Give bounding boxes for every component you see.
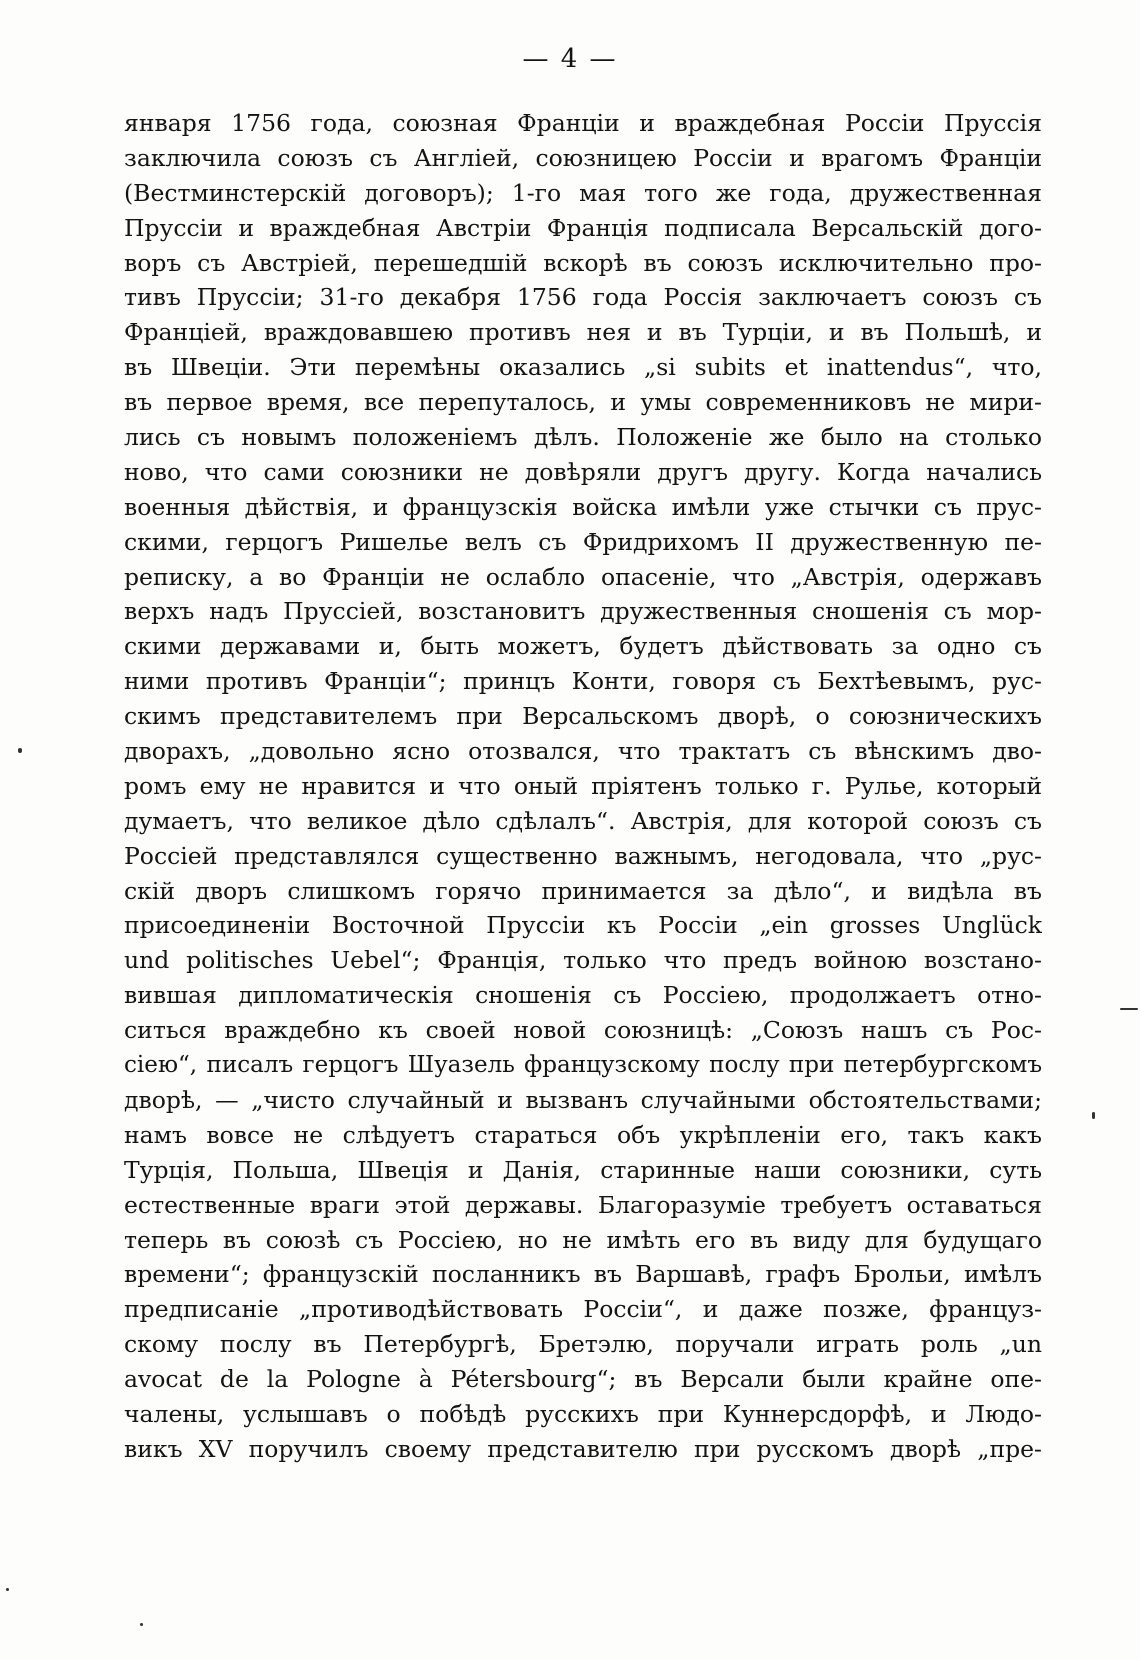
text-line: дворахъ, „довольно ясно отозвался, что трактатъ съ вѣнскимъ дво- bbox=[124, 737, 1042, 766]
scan-speck bbox=[1092, 1112, 1095, 1119]
text-line: (Вестминстерскій договоръ); 1-го мая того же года, дружественная bbox=[124, 178, 1042, 207]
scan-speck bbox=[140, 1623, 143, 1626]
text-line: ново, что сами союзники не довѣряли другъ другу. Когда начались bbox=[124, 457, 1042, 486]
text-line: ними противъ Франціи“; принцъ Конти, говоря съ Бехтѣевымъ, рус- bbox=[124, 667, 1042, 696]
text-line: лись съ новымъ положеніемъ дѣлъ. Положеніе же было на столько bbox=[124, 423, 1042, 452]
text-line: und politisches Uebel“; Франція, только что предъ войною возстано- bbox=[124, 946, 1042, 975]
text-line: верхъ надъ Пруссіей, возстановитъ дружественныя сношенія съ мор- bbox=[124, 597, 1042, 626]
text-line: вившая дипломатическія сношенія съ Россіею, продолжаетъ отно- bbox=[124, 981, 1042, 1010]
text-line: чалены, услышавъ о побѣдѣ русскихъ при Куннерсдорфѣ, и Людо- bbox=[124, 1399, 1042, 1428]
text-line: военныя дѣйствія, и французскія войска имѣли уже стычки съ прус- bbox=[124, 492, 1042, 521]
text-line: скому послу въ Петербургѣ, Бретэлю, поручали играть роль „un bbox=[124, 1330, 1042, 1359]
text-line: Пруссіи и враждебная Австріи Франція подписала Версальскій дого- bbox=[124, 213, 1042, 242]
scan-speck bbox=[1120, 1008, 1138, 1010]
text-line: думаетъ, что великое дѣло сдѣлалъ“. Австрія, для которой союзъ съ bbox=[124, 806, 1042, 835]
text-line: намъ вовсе не слѣдуетъ стараться объ укрѣпленіи его, такъ какъ bbox=[124, 1120, 1042, 1149]
text-line: теперь въ союзѣ съ Россіею, но не имѣть его въ виду для будущаго bbox=[124, 1225, 1042, 1254]
text-line: Франціей, враждовавшею противъ нея и въ Турціи, и въ Польшѣ, и bbox=[124, 318, 1042, 347]
text-line: тивъ Пруссіи; 31-го декабря 1756 года Россія заключаетъ союзъ съ bbox=[124, 283, 1042, 312]
text-line: avocat de la Pologne à Pétersbourg“; въ Версали были крайне опе- bbox=[124, 1365, 1042, 1394]
text-line: ситься враждебно къ своей новой союзницѣ: „Союзъ нашъ съ Рос- bbox=[124, 1016, 1042, 1045]
text-line: викъ XV поручилъ своему представителю при русскомъ дворѣ „пре- bbox=[124, 1434, 1042, 1463]
text-line: воръ съ Австріей, перешедшій вскорѣ въ союзъ исключительно про- bbox=[124, 248, 1042, 277]
text-line: скимъ представителемъ при Версальскомъ дворѣ, о союзническихъ bbox=[124, 702, 1042, 731]
text-line: скими, герцогъ Ришелье велъ съ Фридрихомъ II дружественную пе- bbox=[124, 527, 1042, 556]
text-line: предписаніе „противодѣйствовать Россіи“, и даже позже, француз- bbox=[124, 1295, 1042, 1324]
text-line: естественные враги этой державы. Благоразуміе требуетъ оставаться bbox=[124, 1190, 1042, 1219]
text-line: ромъ ему не нравится и что оный пріятенъ только г. Рулье, который bbox=[124, 771, 1042, 800]
text-line: дворѣ, — „чисто случайный и вызванъ случайными обстоятельствами; bbox=[124, 1085, 1042, 1114]
text-line: скій дворъ слишкомъ горячо принимается за дѣло“, и видѣла въ bbox=[124, 876, 1042, 905]
text-line: скими державами и, быть можетъ, будетъ дѣйствовать за одно съ bbox=[124, 632, 1042, 661]
text-line: въ первое время, все перепуталось, и умы современниковъ не мири- bbox=[124, 388, 1042, 417]
text-line: января 1756 года, союзная Франціи и враждебная Россіи Пруссія bbox=[124, 109, 1042, 137]
text-line: времени“; французскій посланникъ въ Варшавѣ, графъ Брольи, имѣлъ bbox=[124, 1260, 1042, 1289]
text-line: Турція, Польша, Швеція и Данія, старинные наши союзники, суть bbox=[124, 1155, 1042, 1184]
scan-speck bbox=[18, 748, 22, 753]
body-text bbox=[124, 106, 1042, 1467]
page-number: — 4 — bbox=[522, 44, 618, 74]
text-line: въ Швеціи. Эти перемѣны оказались „si subits et inattendus“, что, bbox=[124, 353, 1042, 382]
text-line: реписку, а во Франціи не ослабло опасеніе, что „Австрія, одержавъ bbox=[124, 562, 1042, 591]
scan-speck bbox=[6, 1588, 9, 1591]
text-line: Россіей представлялся существенно важнымъ, негодовала, что „рус- bbox=[124, 841, 1042, 870]
text-line: сіею“, писалъ герцогъ Шуазель французскому послу при петербургскомъ bbox=[124, 1052, 1042, 1079]
text-line: присоединеніи Восточной Пруссіи къ Россіи „ein grosses Unglück bbox=[124, 911, 1042, 940]
text-line: заключила союзъ съ Англіей, союзницею Россіи и врагомъ Франціи bbox=[124, 143, 1042, 172]
